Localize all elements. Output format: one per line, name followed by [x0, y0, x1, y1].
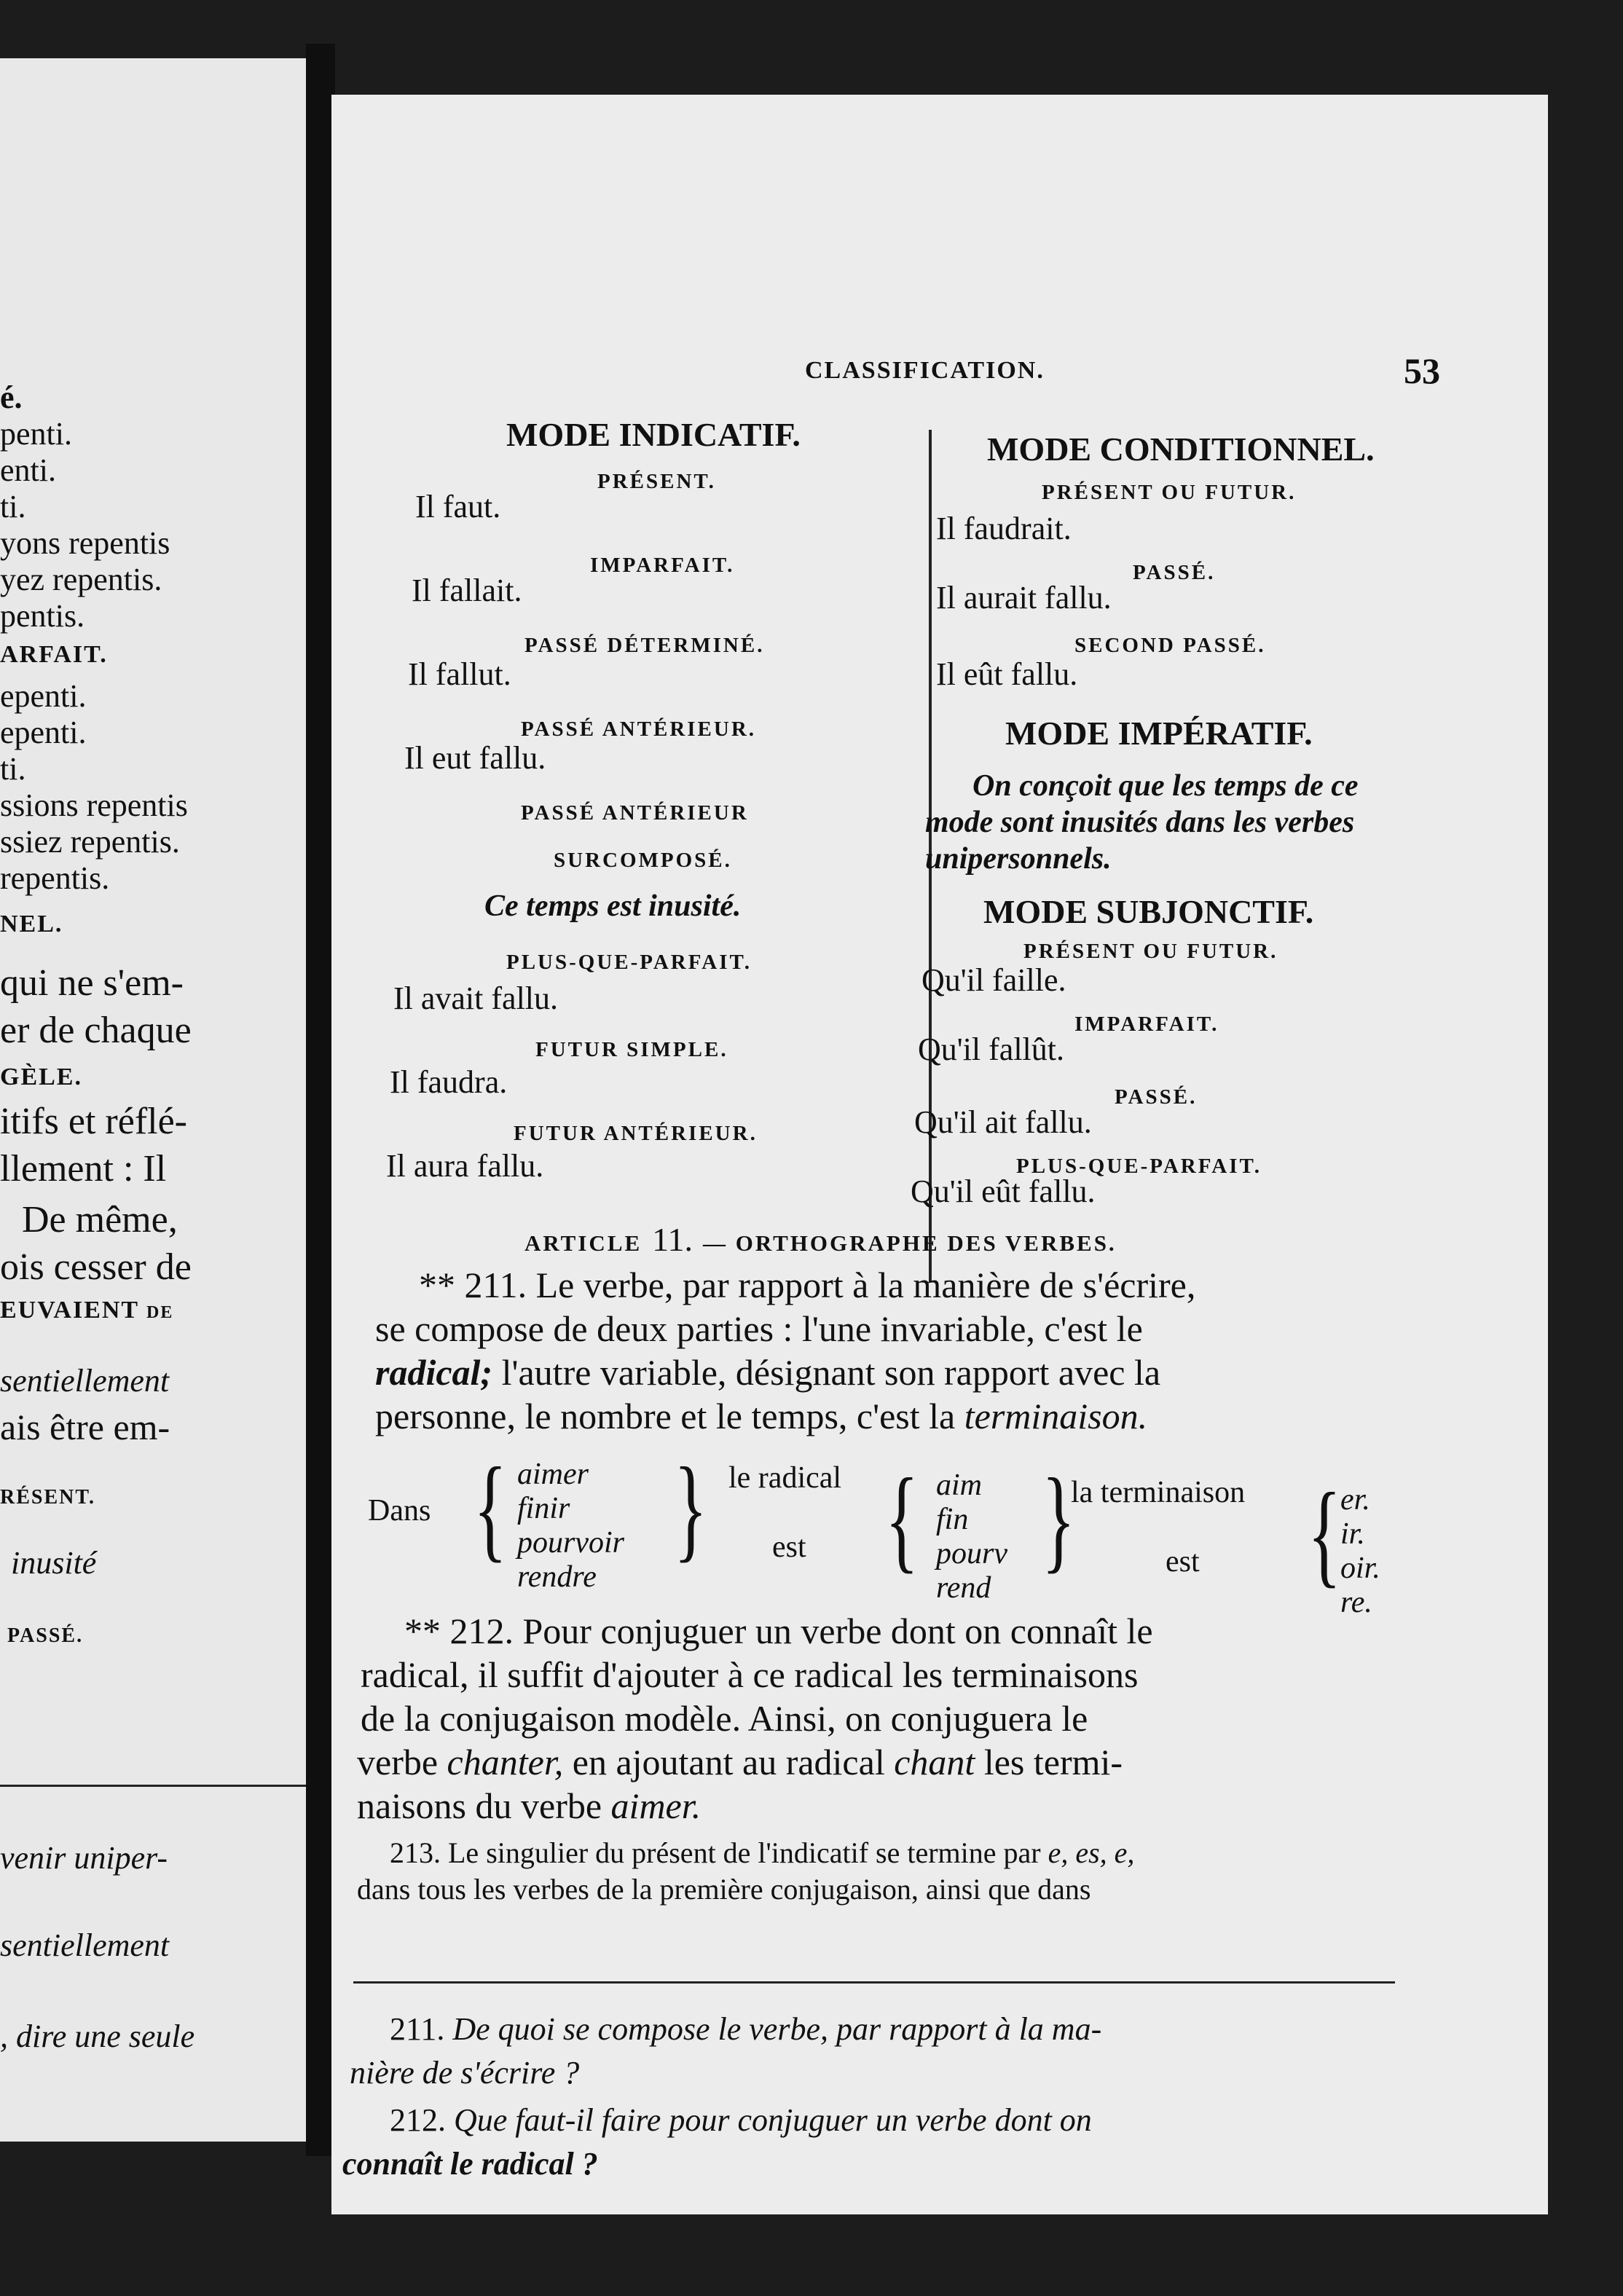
verb-form: Qu'il fallût.: [918, 1031, 1065, 1067]
left-text-line: NEL.: [0, 911, 63, 937]
table-radical: rend: [936, 1571, 991, 1605]
term-chanter: chanter,: [447, 1742, 564, 1782]
table-ending: oir.: [1340, 1552, 1380, 1585]
left-text-line: llement : Il: [0, 1148, 167, 1190]
article-suffix: — ORTHOGRAPHE DES VERBES.: [702, 1230, 1117, 1256]
left-text-line: pentis.: [0, 598, 85, 634]
paragraph-211-line: ** 211. Le verbe, par rapport à la manière de s'écrire,: [419, 1265, 1196, 1305]
left-brace: {: [885, 1454, 919, 1584]
left-brace: {: [473, 1443, 508, 1573]
left-text-line: RÉSENT.: [0, 1486, 95, 1509]
tense-note: Ce temps est inusité.: [484, 889, 742, 923]
verb-form: Il avait fallu.: [393, 980, 559, 1016]
paragraph-212-text: verbe: [357, 1742, 439, 1782]
article-number: 11.: [652, 1221, 693, 1258]
left-text-line: sentiellement: [0, 1927, 170, 1963]
tense-label: FUTUR ANTÉRIEUR.: [514, 1122, 758, 1145]
question-number: 212.: [390, 2102, 446, 2138]
main-page: [331, 95, 1548, 2214]
left-text-line: yons repentis: [0, 525, 170, 561]
paragraph-212-line: radical, il suffit d'ajouter à ce radical les terminaisons: [361, 1654, 1139, 1695]
article-prefix: ARTICLE: [524, 1230, 642, 1256]
paragraph-212-line: [357, 1741, 1123, 1783]
question-211-line: nière de s'écrire ?: [350, 2055, 580, 2091]
left-text-line: er de chaque: [0, 1010, 192, 1051]
left-text-line: GÈLE.: [0, 1064, 82, 1090]
imperatif-note-line: unipersonnels.: [925, 842, 1112, 876]
tense-label: PASSÉ DÉTERMINÉ.: [524, 634, 765, 657]
left-text-line: ARFAIT.: [0, 641, 108, 668]
left-text-line: ssiez repentis.: [0, 824, 180, 860]
tense-label: SECOND PASSÉ.: [1074, 634, 1266, 657]
table-verb: finir: [517, 1492, 570, 1525]
question-212-line: [390, 2102, 1092, 2139]
imperatif-note-line: mode sont inusités dans les verbes: [925, 806, 1355, 839]
table-radical: fin: [936, 1503, 969, 1536]
verb-form: Qu'il ait fallu.: [914, 1104, 1092, 1140]
paragraph-212-text: en ajoutant au radical: [572, 1742, 885, 1782]
table-la-terminaison: la terminaison: [1071, 1476, 1246, 1509]
paragraph-212-line: de la conjugaison modèle. Ainsi, on conjuguera le: [361, 1698, 1088, 1739]
left-text-line: epenti.: [0, 678, 87, 714]
footnote-rule: [353, 1981, 1395, 1984]
tense-label: PRÉSENT OU FUTUR.: [1042, 481, 1297, 504]
table-ending: re.: [1340, 1586, 1372, 1619]
paragraph-212-line: [357, 1785, 701, 1827]
table-radical: aim: [936, 1469, 982, 1502]
left-text-line: inusité: [11, 1545, 97, 1581]
verb-form: Il fallut.: [408, 656, 511, 692]
paragraph-211-line: [375, 1395, 1147, 1437]
table-verb: rendre: [517, 1560, 597, 1594]
term-terminaison: terminaison.: [964, 1396, 1148, 1436]
tense-label: PASSÉ.: [1133, 561, 1216, 584]
left-text-line: ti.: [0, 751, 26, 787]
imperatif-note-line: On conçoit que les temps de ce: [972, 769, 1359, 803]
table-verb: pourvoir: [517, 1526, 624, 1560]
table-dans-label: Dans: [368, 1494, 431, 1528]
verb-form: Il eut fallu.: [404, 740, 546, 776]
tense-label: PRÉSENT OU FUTUR.: [1023, 940, 1278, 963]
tense-label: IMPARFAIT.: [1074, 1013, 1219, 1036]
page-number: 53: [1404, 350, 1440, 391]
article-heading: [524, 1220, 1117, 1259]
running-header: CLASSIFICATION.: [805, 357, 1045, 384]
left-text-line: itifs et réflé-: [0, 1101, 187, 1142]
verb-form: Il eût fallu.: [936, 656, 1078, 692]
subjonctif-heading: MODE SUBJONCTIF.: [983, 893, 1314, 930]
tense-label: PASSÉ ANTÉRIEUR.: [521, 718, 757, 741]
table-verb: aimer: [517, 1458, 589, 1491]
table-est: est: [1166, 1545, 1200, 1578]
tense-label: PASSÉ.: [1115, 1085, 1198, 1109]
left-text-line: De même,: [22, 1199, 178, 1241]
verb-form: Qu'il faille.: [921, 962, 1066, 998]
left-text-line: é.: [0, 380, 23, 415]
paragraph-211-text: l'autre variable, désignant son rapport avec la: [501, 1352, 1161, 1393]
verb-form: Il faudra.: [390, 1064, 508, 1100]
question-211-line: [390, 2010, 1101, 2048]
left-text-line: repentis.: [0, 860, 110, 896]
conditionnel-heading: MODE CONDITIONNEL.: [987, 430, 1375, 468]
paragraph-211-text: personne, le nombre et le temps, c'est la: [375, 1396, 956, 1436]
table-radical: pourv: [936, 1537, 1007, 1570]
table-est: est: [772, 1530, 806, 1564]
left-text-line: yez repentis.: [0, 562, 162, 597]
tense-label: PASSÉ ANTÉRIEUR: [521, 801, 749, 825]
tense-label: PLUS-QUE-PARFAIT.: [1016, 1155, 1262, 1178]
question-text: De quoi se compose le verbe, par rapport à la ma-: [452, 2011, 1102, 2047]
paragraph-212-text: les termi-: [983, 1742, 1123, 1782]
table-ending: ir.: [1340, 1517, 1365, 1551]
left-text-line: enti.: [0, 452, 56, 488]
left-text-line: ssions repentis: [0, 787, 188, 823]
question-text: Que faut-il faire pour conjuguer un verbe dont on: [454, 2102, 1092, 2138]
verb-form: Il fallait.: [412, 573, 522, 608]
paragraph-213-line: [390, 1836, 1134, 1870]
left-text-line: venir uniper-: [0, 1840, 168, 1876]
left-text-line: penti.: [0, 416, 72, 452]
verb-form: Il faudrait.: [936, 511, 1072, 546]
tense-label: IMPARFAIT.: [590, 554, 735, 577]
paragraph-213-line: dans tous les verbes de la première conjugaison, ainsi que dans: [357, 1873, 1091, 1906]
left-text-line: , dire une seule: [0, 2018, 195, 2054]
left-text-line: PASSÉ.: [7, 1624, 84, 1647]
left-brace: {: [1308, 1469, 1342, 1598]
left-text-line: ais être em-: [0, 1407, 170, 1447]
term-endings: e, es, e,: [1048, 1836, 1135, 1869]
term-chant: chant: [894, 1742, 975, 1782]
tense-label: PLUS-QUE-PARFAIT.: [506, 951, 752, 974]
left-text-line: ois cesser de: [0, 1246, 192, 1288]
left-text-line: sentiellement: [0, 1363, 170, 1399]
paragraph-213-text: 213. Le singulier du présent de l'indicatif se termine par: [390, 1836, 1041, 1869]
question-212-line: connaît le radical ?: [342, 2146, 598, 2182]
verb-form: Qu'il eût fallu.: [911, 1173, 1096, 1209]
left-text-line: ti.: [0, 489, 26, 524]
question-number: 211.: [390, 2011, 445, 2047]
right-brace: }: [1042, 1454, 1076, 1584]
paragraph-211-line: [375, 1351, 1160, 1393]
term-aimer: aimer.: [610, 1785, 702, 1826]
term-radical: radical;: [375, 1352, 493, 1393]
verb-form: Il aura fallu.: [386, 1148, 544, 1184]
table-le-radical: le radical: [728, 1461, 842, 1495]
right-brace: }: [674, 1443, 708, 1573]
left-text-line: epenti.: [0, 715, 87, 750]
facing-page: [0, 58, 313, 2142]
indicatif-heading: MODE INDICATIF.: [506, 416, 801, 453]
book-gutter: [306, 44, 335, 2156]
imperatif-heading: MODE IMPÉRATIF.: [1005, 715, 1313, 752]
tense-label: PRÉSENT.: [597, 470, 716, 493]
left-text-line: qui ne s'em-: [0, 962, 184, 1004]
tense-label: SURCOMPOSÉ.: [554, 849, 732, 872]
tense-label: FUTUR SIMPLE.: [535, 1038, 728, 1061]
paragraph-212-line: ** 212. Pour conjuguer un verbe dont on connaît le: [404, 1611, 1153, 1651]
left-page-rule: [0, 1785, 313, 1787]
paragraph-211-line: se compose de deux parties : l'une invariable, c'est le: [375, 1308, 1143, 1349]
verb-form: Il faut.: [415, 489, 501, 524]
paragraph-212-text: naisons du verbe: [357, 1785, 602, 1826]
left-text-line: EUVAIENT de: [0, 1297, 174, 1324]
verb-form: Il aurait fallu.: [936, 580, 1112, 616]
table-ending: er.: [1340, 1483, 1370, 1517]
